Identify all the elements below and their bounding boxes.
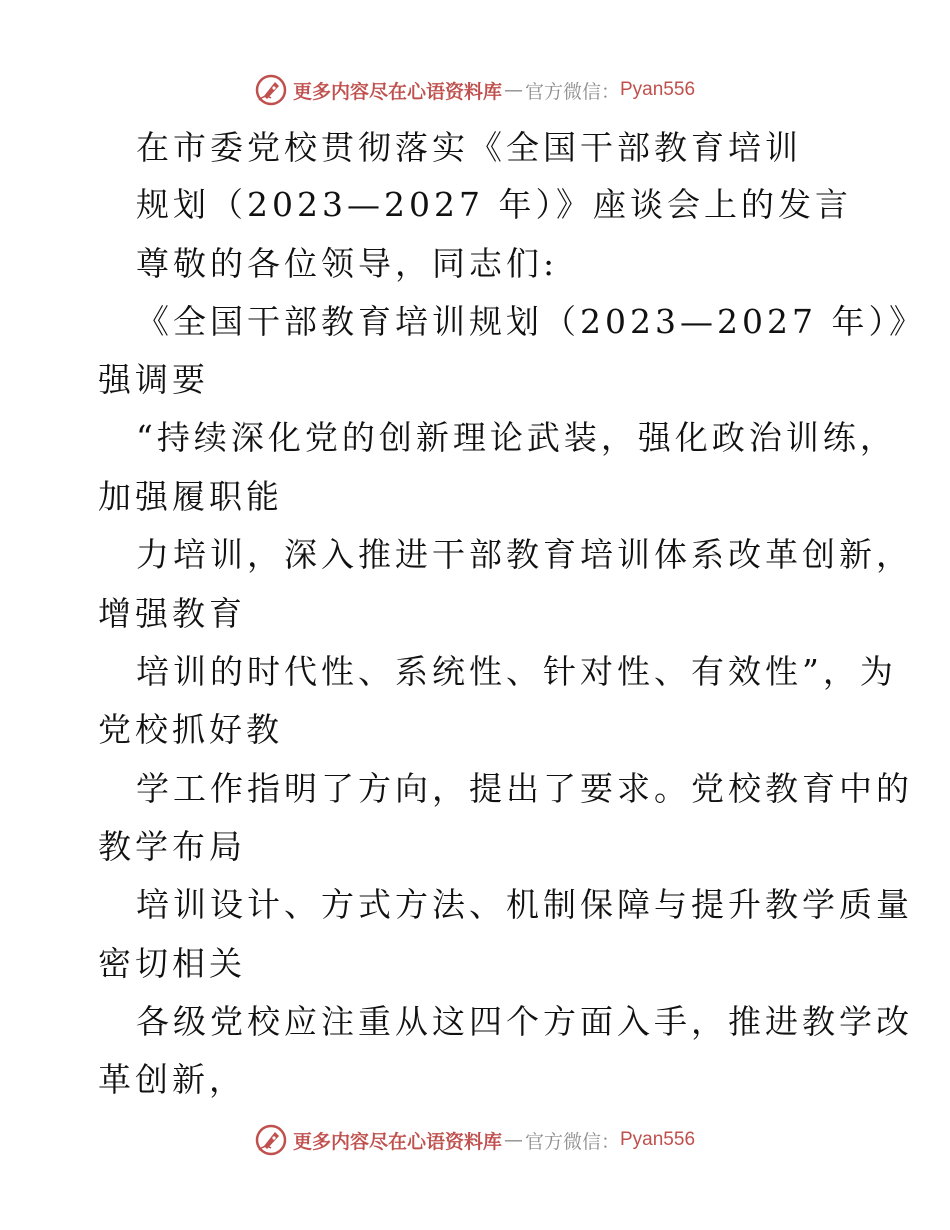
body-line: 力培训，深入推进干部教育培训体系改革创新， — [136, 535, 913, 574]
body-line: “持续深化党的创新理论武装，强化政治训练， — [136, 418, 897, 457]
pen-nib-logo-icon — [255, 1124, 287, 1156]
header-banner — [0, 70, 950, 110]
body-line: 各级党校应注重从这四个方面入手，推进教学改 — [136, 1002, 913, 1041]
body-line: 培训设计、方式方法、机制保障与提升教学质量 — [136, 885, 913, 924]
salutation-line: 尊敬的各位领导，同志们: — [136, 244, 559, 283]
banner-contact-id: Pyan556 — [620, 1129, 696, 1150]
body-line: 教学布局 — [98, 827, 246, 866]
body-line: 《全国干部教育培训规划（2023—2027 年）》 — [136, 302, 926, 341]
banner-slogan: 更多内容尽在心语资料库 — [292, 1130, 502, 1153]
body-line: 加强履职能 — [98, 477, 283, 516]
body-line: 党校抓好教 — [98, 710, 283, 749]
body-line: 强调要 — [98, 360, 209, 399]
banner-slogan: 更多内容尽在心语资料库 — [292, 80, 502, 103]
title-line-1: 在市委党校贯彻落实《全国干部教育培训 — [136, 128, 802, 167]
body-line: 学工作指明了方向，提出了要求。党校教育中的 — [136, 769, 913, 808]
title-line-2: 规划（2023—2027 年）》座谈会上的发言 — [136, 185, 852, 224]
body-line: 增强教育 — [98, 594, 246, 633]
banner-dash: — — [503, 1129, 523, 1151]
pen-nib-logo-icon — [255, 74, 287, 106]
banner-contact-label: 官方微信： — [524, 80, 620, 103]
body-line: 密切相关 — [98, 944, 246, 983]
banner-dash: — — [503, 79, 523, 101]
body-line: 培训的时代性、系统性、针对性、有效性”，为 — [136, 652, 897, 691]
footer-banner — [0, 1120, 950, 1160]
banner-contact-label: 官方微信： — [524, 1130, 620, 1153]
body-line: 革创新， — [98, 1060, 246, 1099]
banner-contact-id: Pyan556 — [620, 79, 696, 100]
